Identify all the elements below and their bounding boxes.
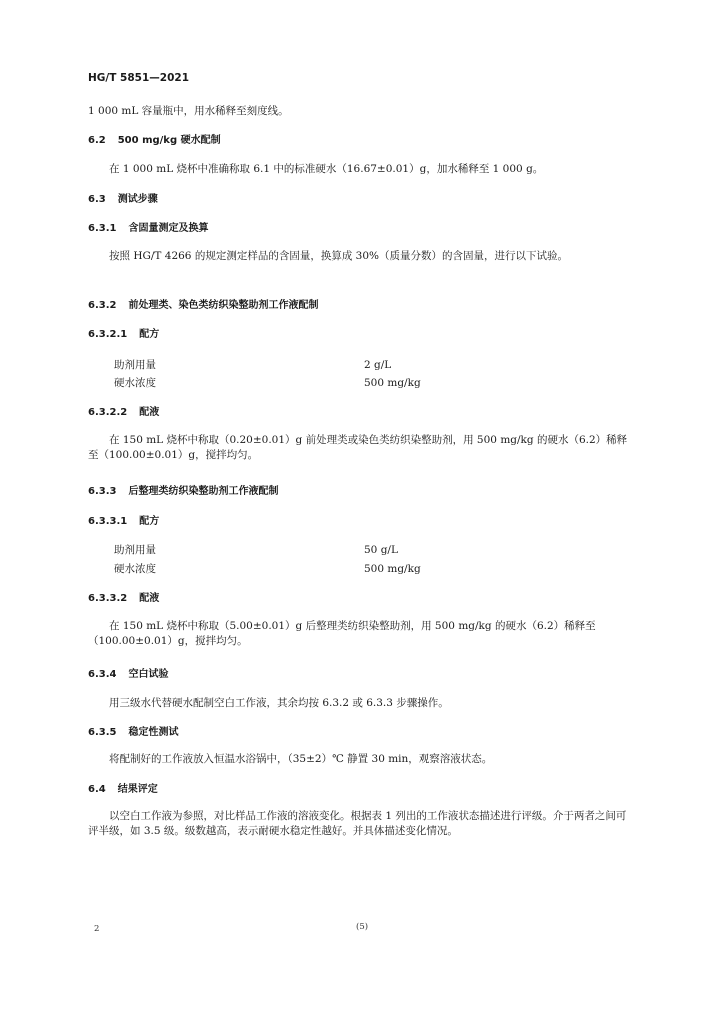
section-number: 6.3.1 — [88, 223, 117, 234]
page-number: 2 — [94, 924, 100, 934]
section-6-2-text: 在 1 000 mL 烧杯中准确称取 6.1 中的标准硬水（16.67±0.01）g，加水稀释至 1 000 g。 — [109, 163, 544, 175]
formula-value: 2 g/L — [364, 359, 392, 371]
section-title: 空白试验 — [128, 669, 169, 680]
formula-value: 500 mg/kg — [364, 377, 421, 389]
section-6-3-4-heading — [88, 667, 168, 682]
section-6-3-4-text: 用三级水代替硬水配制空白工作液，其余均按 6.3.2 或 6.3.3 步骤操作。 — [109, 697, 449, 709]
section-number: 6.3.5 — [88, 727, 117, 738]
section-number: 6.3.4 — [88, 669, 117, 680]
section-6-3-1-text: 按照 HG/T 4266 的规定测定样品的含固量，换算成 30%（质量分数）的含固量，进行以下试验。 — [109, 250, 568, 262]
document-code: HG/T 5851—2021 — [88, 72, 190, 84]
formula-label: 硬水浓度 — [114, 563, 156, 575]
footer-center-mark: (5) — [356, 922, 369, 932]
formula-label: 硬水浓度 — [114, 377, 156, 389]
section-6-3-3-1-heading — [88, 514, 159, 529]
section-number: 6.3.3.2 — [88, 593, 128, 604]
section-title: 500 mg/kg 硬水配制 — [117, 135, 221, 146]
section-6-3-3-heading — [88, 484, 278, 499]
section-number: 6.3.2.1 — [88, 329, 128, 340]
section-title: 结果评定 — [117, 784, 158, 795]
section-number: 6.3.3 — [88, 486, 117, 497]
section-6-3-heading — [88, 192, 158, 207]
section-title: 配方 — [139, 329, 160, 340]
section-6-4-heading — [88, 782, 158, 797]
continuation-text: 1 000 mL 容量瓶中，用水稀释至刻度线。 — [88, 105, 289, 117]
formula-value: 500 mg/kg — [364, 563, 421, 575]
section-number: 6.3 — [88, 194, 106, 205]
section-title: 后整理类纺织染整助剂工作液配制 — [128, 486, 279, 497]
section-number: 6.2 — [88, 135, 106, 146]
section-6-3-3-2-heading — [88, 591, 159, 606]
section-number: 6.3.3.1 — [88, 516, 128, 527]
formula-label: 助剂用量 — [114, 544, 156, 556]
section-number: 6.3.2.2 — [88, 407, 128, 418]
section-title: 稳定性测试 — [128, 727, 179, 738]
section-title: 配液 — [139, 407, 160, 418]
section-6-3-2-1-heading — [88, 327, 159, 342]
section-6-3-3-2-text: 在 150 mL 烧杯中称取（5.00±0.01）g 后整理类纺织染整助剂，用 500 mg/kg 的硬水（6.2）稀释至（100.00±0.01）g，搅拌均匀。 — [88, 620, 596, 647]
section-6-3-2-2-text: 在 150 mL 烧杯中称取（0.20±0.01）g 前处理类或染色类纺织染整助剂，用 500 mg/kg 的硬水（6.2）稀释至（100.00±0.01）g，搅拌均匀。 — [88, 434, 628, 461]
section-6-3-5-text: 将配制好的工作液放入恒温水浴锅中，（35±2）℃ 静置 30 min，观察溶液状态。 — [109, 753, 493, 765]
section-6-2-heading — [88, 133, 221, 148]
section-6-3-2-2-heading — [88, 405, 159, 420]
section-6-3-1-heading — [88, 221, 208, 236]
section-title: 前处理类、染色类纺织染整助剂工作液配制 — [128, 300, 319, 311]
section-title: 含固量测定及换算 — [128, 223, 209, 234]
formula-value: 50 g/L — [364, 544, 398, 556]
formula-label: 助剂用量 — [114, 359, 156, 371]
section-number: 6.3.2 — [88, 300, 117, 311]
section-title: 配方 — [139, 516, 160, 527]
section-6-3-5-heading — [88, 725, 178, 740]
section-number: 6.4 — [88, 784, 106, 795]
section-6-3-2-heading — [88, 298, 318, 313]
section-title: 配液 — [139, 593, 160, 604]
section-title: 测试步骤 — [117, 194, 158, 205]
section-6-4-text: 以空白工作液为参照，对比样品工作液的溶液变化。根据表 1 列出的工作液状态描述进行评级。介于两者之间可评半级，如 3.5 级。级数越高，表示耐硬水稳定性越好。并具体描述变化情况。 — [88, 810, 627, 837]
